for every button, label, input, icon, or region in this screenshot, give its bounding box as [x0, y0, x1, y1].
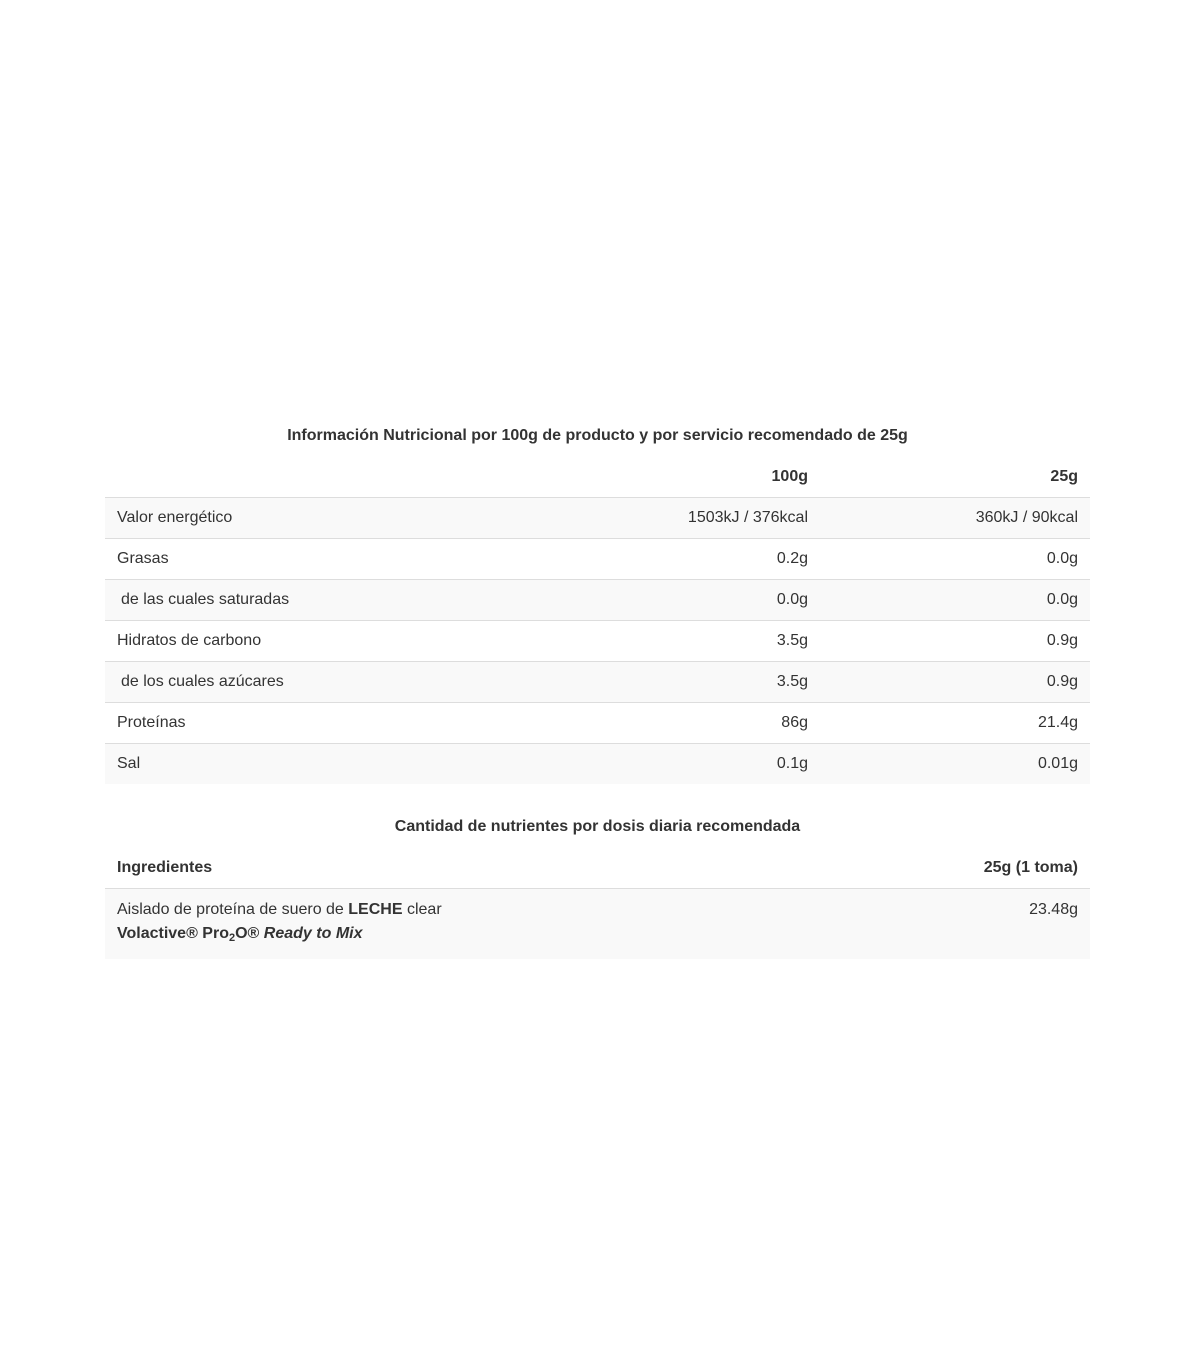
- value-100g: 86g: [555, 703, 820, 744]
- header-100g: 100g: [555, 456, 820, 498]
- table-row: [105, 498, 1090, 539]
- header-ingredients: Ingredientes: [105, 847, 755, 889]
- nutrient-label: [105, 580, 555, 621]
- brand-name-suffix: O®: [235, 925, 260, 942]
- nutrition-table: [105, 456, 1090, 784]
- table-row: [105, 744, 1090, 785]
- table-row: [105, 703, 1090, 744]
- value-100g: 0.2g: [555, 539, 820, 580]
- value-25g: 0.0g: [820, 539, 1090, 580]
- value-25g: 0.0g: [820, 580, 1090, 621]
- table-row: [105, 662, 1090, 703]
- header-25g: 25g: [820, 456, 1090, 498]
- nutrient-sublabel: de los cuales azúcares: [121, 673, 284, 690]
- nutrition-header-row: [105, 456, 1090, 498]
- brand-tagline: Ready to Mix: [263, 925, 363, 942]
- ingredient-brand-line: [117, 922, 743, 950]
- ingredient-text-suffix: clear: [406, 901, 442, 918]
- brand-subscript: 2: [228, 932, 236, 944]
- allergen-text: LECHE: [348, 901, 403, 918]
- value-100g: 0.0g: [555, 580, 820, 621]
- table-row: [105, 889, 1090, 960]
- table-row: [105, 539, 1090, 580]
- brand-name: Volactive® Pro: [117, 925, 229, 942]
- nutrient-label: Hidratos de carbono: [105, 621, 555, 662]
- value-100g: 1503kJ / 376kcal: [555, 498, 820, 539]
- ingredients-header-row: [105, 847, 1090, 889]
- nutrition-content: [105, 416, 1090, 959]
- value-25g: 21.4g: [820, 703, 1090, 744]
- nutrient-label: Valor energético: [105, 498, 555, 539]
- ingredients-table: [105, 847, 1090, 959]
- ingredients-table-caption: Cantidad de nutrientes por dosis diaria recomendada: [394, 818, 801, 835]
- ingredient-line: [117, 898, 743, 922]
- ingredients-section: [105, 807, 1090, 959]
- nutrient-label: Sal: [105, 744, 555, 785]
- table-row: [105, 621, 1090, 662]
- nutrient-label: [105, 662, 555, 703]
- value-25g: 0.9g: [820, 621, 1090, 662]
- table-row: [105, 580, 1090, 621]
- value-100g: 3.5g: [555, 662, 820, 703]
- nutrient-label: Proteínas: [105, 703, 555, 744]
- value-100g: 0.1g: [555, 744, 820, 785]
- nutrient-sublabel: de las cuales saturadas: [121, 591, 290, 608]
- ingredient-description: [105, 889, 755, 960]
- value-25g: 360kJ / 90kcal: [820, 498, 1090, 539]
- nutrition-table-caption: Información Nutricional por 100g de producto y por servicio recomendado de 25g: [287, 427, 908, 444]
- ingredient-value: 23.48g: [755, 889, 1090, 960]
- value-25g: 0.01g: [820, 744, 1090, 785]
- nutrient-label: Grasas: [105, 539, 555, 580]
- header-nutrient: [105, 456, 555, 498]
- value-25g: 0.9g: [820, 662, 1090, 703]
- header-dose: 25g (1 toma): [755, 847, 1090, 889]
- ingredient-text: Aislado de proteína de suero de: [117, 901, 344, 918]
- value-100g: 3.5g: [555, 621, 820, 662]
